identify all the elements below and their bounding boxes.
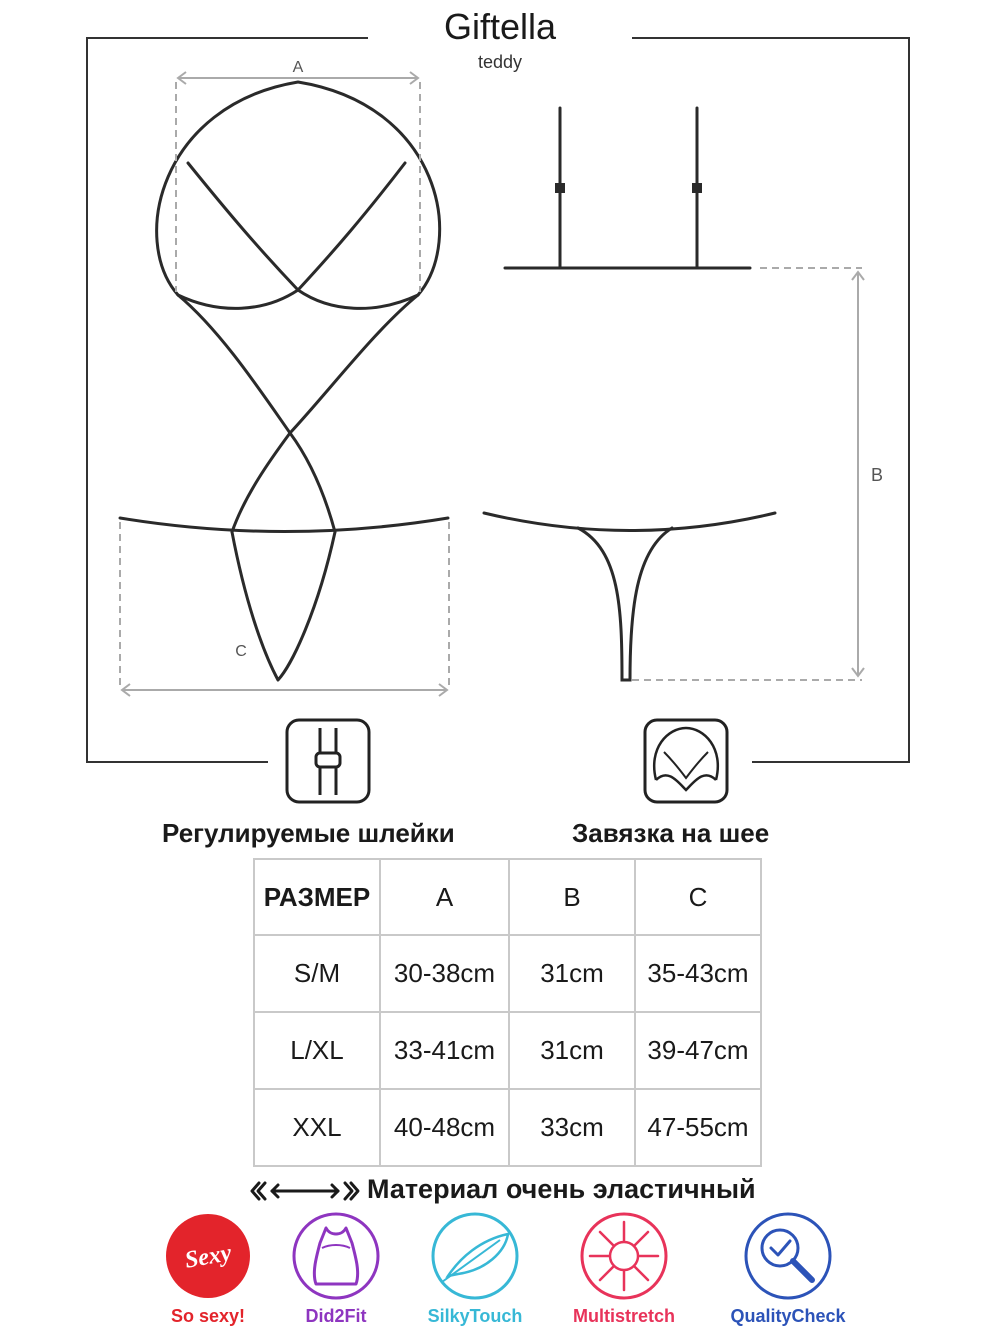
back-view-outline — [484, 108, 775, 680]
diagram-frame — [87, 38, 909, 762]
dimension-label-b: B — [870, 465, 884, 485]
size-header-cell: РАЗМЕР — [254, 859, 380, 935]
size-cell: 40-48cm — [380, 1089, 509, 1166]
size-header-cell: B — [509, 859, 635, 935]
dimension-label-a: A — [292, 59, 304, 76]
size-header-cell: C — [635, 859, 761, 935]
dimension-guides-back — [632, 268, 864, 680]
size-cell: L/XL — [254, 1012, 380, 1089]
feature-neck-tie-label: Завязка на шее — [572, 818, 770, 848]
dimension-label-c: C — [235, 643, 247, 660]
sexy-icon — [166, 1214, 250, 1298]
adjustable-straps-icon — [287, 720, 369, 802]
badge-label-multistretch: Multistretch — [572, 1306, 675, 1326]
size-table-row — [254, 1089, 761, 1166]
feather-icon — [433, 1214, 517, 1298]
stretch-note-text: Материал очень эластичный — [367, 1174, 756, 1204]
feature-adjustable-straps-label: Регулируемые шлейки — [162, 818, 455, 848]
product-title: Giftella — [443, 6, 557, 47]
dress-fit-icon — [294, 1214, 378, 1298]
badge-label-qualitycheck: QualityCheck — [730, 1306, 846, 1326]
size-table-header — [254, 859, 761, 935]
product-subtitle: teddy — [477, 52, 523, 72]
strap-slider-right — [692, 183, 702, 193]
dimension-guides-front — [120, 72, 449, 696]
size-header-cell: A — [380, 859, 509, 935]
size-cell: 31cm — [509, 1012, 635, 1089]
size-table-row — [254, 1012, 761, 1089]
size-cell: 35-43cm — [635, 935, 761, 1012]
neck-tie-icon — [645, 720, 727, 802]
size-cell: 31cm — [509, 935, 635, 1012]
size-cell: 33-41cm — [380, 1012, 509, 1089]
badges-row — [0, 1208, 1000, 1308]
badge-label-silkytouch: SilkyTouch — [427, 1306, 523, 1326]
size-table-row — [254, 935, 761, 1012]
strap-slider-left — [555, 183, 565, 193]
multistretch-icon — [582, 1214, 666, 1298]
size-cell: S/M — [254, 935, 380, 1012]
front-view-outline — [120, 82, 448, 680]
size-cell: 33cm — [509, 1089, 635, 1166]
size-cell: 47-55cm — [635, 1089, 761, 1166]
stretch-arrows-icon — [250, 1178, 360, 1204]
badge-label-so-sexy: So sexy! — [170, 1306, 246, 1326]
size-cell: 39-47cm — [635, 1012, 761, 1089]
size-cell: XXL — [254, 1089, 380, 1166]
sexy-icon-text: Sexy — [182, 1240, 234, 1274]
size-table — [253, 858, 762, 1167]
size-cell: 30-38cm — [380, 935, 509, 1012]
badge-label-did2fit: Did2Fit — [305, 1306, 367, 1326]
quality-check-icon — [746, 1214, 830, 1298]
